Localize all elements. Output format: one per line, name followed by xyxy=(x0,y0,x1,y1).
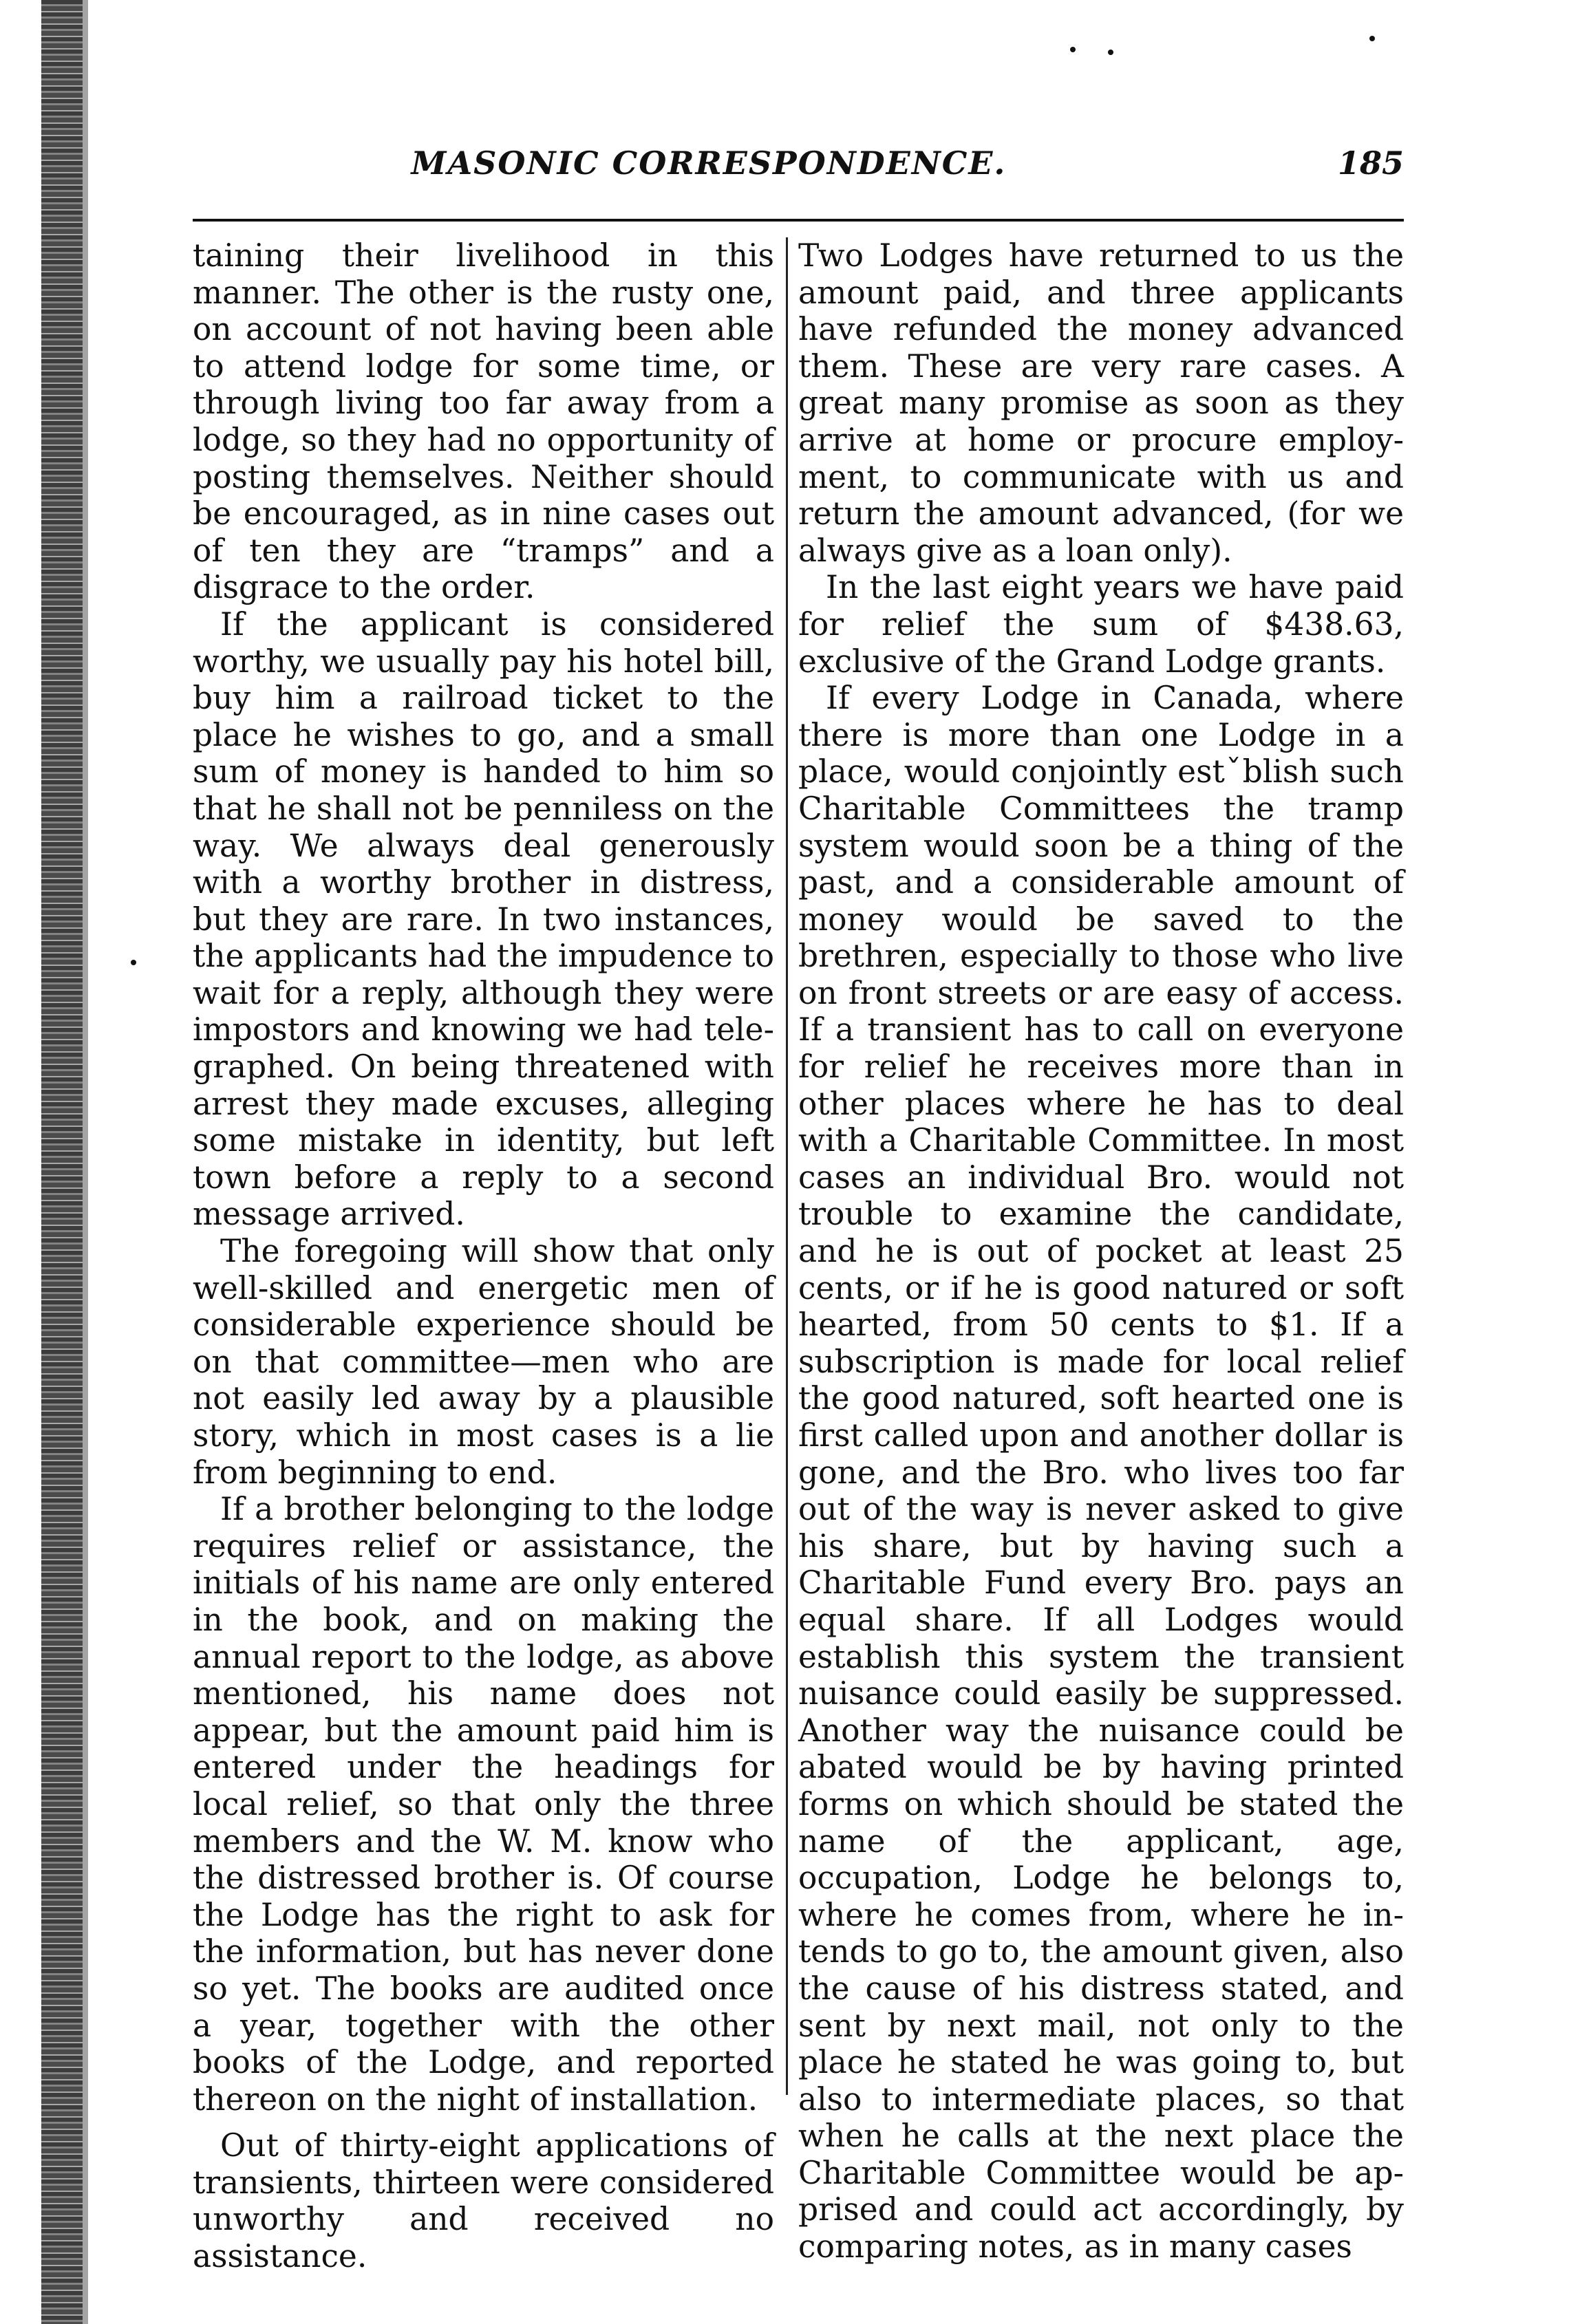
column-divider xyxy=(786,237,788,2095)
book-binding-edge xyxy=(41,0,83,2324)
paragraph: If a brother belonging to the lodge requires relief or assistance, the initials of his name are only entered in the book, and on making the annual report to the lodge, as above mentioned, his name does not appear, but the amount paid him is entered under the headings for local relief, so that only the three members and the W. M. know who the distressed brother is. Of course the Lodge has the right to ask for the information, but has never done so yet. The books are audited once a year, together with the other books of the Lodge, and reported thereon on the night of installation. xyxy=(193,1491,774,2118)
paragraph: If the applicant is considered worthy, we usually pay his hotel bill, buy him a railroad ticket to the place he wishes to go, and a small sum of money is handed to him so that he shall not be penniless on the way. We always deal generously with a worthy brother in distress, but they are rare. In two instances, the applicants had the impudence to wait for a reply, although they were impostors and knowing we had telegraphed. On being threatened with arrest they made excuses, alleging some mistake in identity, but left town before a reply to a second message arrived. xyxy=(193,605,774,1233)
page-gutter-shadow xyxy=(83,0,88,2324)
left-column xyxy=(193,237,774,2275)
right-column xyxy=(798,237,1404,2266)
print-speck xyxy=(1369,36,1375,41)
paragraph: Out of thirty-eight applications of transients, thirteen were considered unworthy and received no assistance. xyxy=(193,2127,774,2275)
print-speck xyxy=(1108,50,1113,55)
paragraph: In the last eight years we have paid for relief the sum of $438.63, exclusive of the Grand Lodge grants. xyxy=(798,569,1404,680)
paragraph: The foregoing will show that only well-skilled and energetic men of considerable experience should be on that committee—men who are not easily led away by a plausible story, which in most cases is a lie from beginning to end. xyxy=(193,1233,774,1491)
header-rule xyxy=(193,219,1404,222)
page-number: 185 xyxy=(1337,144,1404,182)
page-header xyxy=(193,144,1404,213)
print-speck xyxy=(1070,47,1076,52)
print-speck xyxy=(131,960,136,965)
paragraph: If every Lodge in Canada, where there is more than one Lodge in a place, would conjointly estˇblish such Charitable Committees the tramp system would soon be a thing of the past, and a considerable amount of money would be saved to the brethren, especially to those who live on front streets or are easy of access. If a transient has to call on everyone for relief he receives more than in other places where he has to deal with a Charitable Committee. In most cases an individual Bro. would not trouble to examine the candidate, and he is out of pocket at least 25 cents, or if he is good natured or soft hearted, from 50 cents to $1. If a subscription is made for local relief the good natured, soft hearted one is first called upon and another dollar is gone, and the Bro. who lives too far out of the way is never asked to give his share, but by having such a Charitable Fund every Bro. pays an equal share. If all Lodges would establish this system the transient nuisance could easily be suppressed. Another way the nuisance could be abated would be by having printed forms on which should be stated the name of the applicant, age, occupation, Lodge he belongs to, where he comes from, where he intends to go to, the amount given, also the cause of his distress stated, and sent by next mail, not only to the place he stated he was going to, but also to intermediate places, so that when he calls at the next place the Charitable Committee would be apprised and could act accordingly, by comparing notes, as in many cases xyxy=(798,680,1404,2266)
paragraph: Two Lodges have returned to us the amount paid, and three applicants have refunded the money advanced them. These are very rare cases. A great many promise as soon as they arrive at home or procure employment, to communicate with us and return the amount advanced, (for we always give as a loan only). xyxy=(798,237,1404,569)
running-title: MASONIC CORRESPONDENCE. xyxy=(411,144,1007,182)
paragraph: taining their livelihood in this manner. The other is the rusty one, on account of not having been able to attend lodge for some time, or through living too far away from a lodge, so they had no opportunity of posting themselves. Neither should be encouraged, as in nine cases out of ten they are “tramps” and a disgrace to the order. xyxy=(193,237,774,606)
